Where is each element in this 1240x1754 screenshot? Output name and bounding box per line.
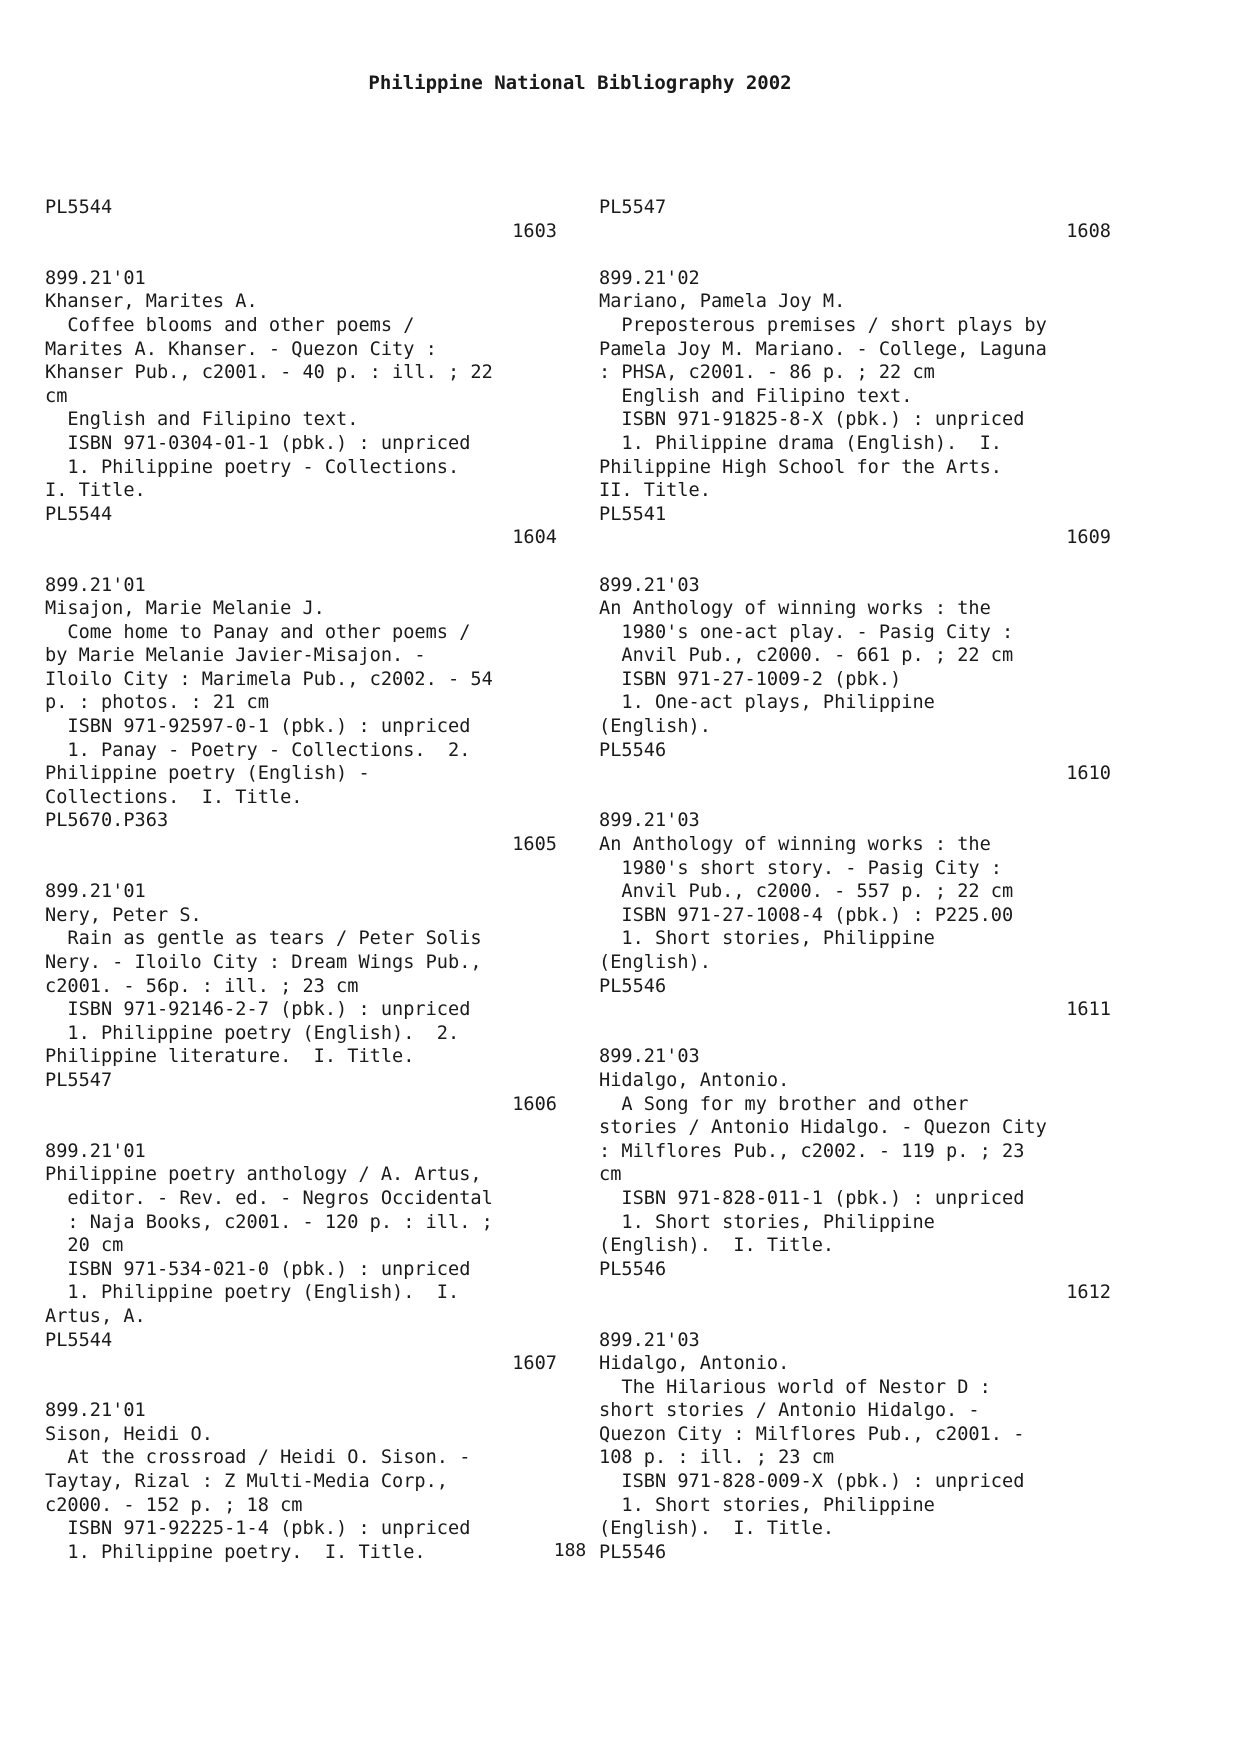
entry-line: ISBN 971-828-011-1 (pbk.) : unpriced <box>599 1187 1025 1209</box>
entry-number: 1603 <box>512 220 557 242</box>
entry-line: Pamela Joy M. Mariano. - College, Laguna <box>599 338 1047 360</box>
entry-number: 1610 <box>1066 763 1111 785</box>
entry-line <box>599 1305 1111 1329</box>
entry-line: 899.21'01 <box>45 1140 146 1162</box>
entry-line: Misajon, Marie Melanie J. <box>45 598 325 620</box>
right-column <box>599 196 1111 1564</box>
entry-number: 1607 <box>512 1353 557 1375</box>
entry-line: ISBN 971-27-1008-4 (pbk.) : P225.00 <box>599 904 1014 926</box>
entry-line: (English). I. Title. <box>599 1235 835 1257</box>
entry-line: 899.21'02 <box>599 267 700 289</box>
entry-line: 108 p. : ill. ; 23 cm <box>599 1447 835 1469</box>
entry-line: PL5546 <box>599 975 667 997</box>
entry-line: PL5541 <box>599 503 667 525</box>
entry-line: 1. Short stories, Philippine <box>599 1211 935 1233</box>
entry-line: ISBN 971-92146-2-7 (pbk.) : unpriced <box>45 999 471 1021</box>
entry-line: Philippine literature. I. Title. <box>45 1046 415 1068</box>
entry-line: c2001. - 56p. : ill. ; 23 cm <box>45 975 359 997</box>
entry-line <box>45 243 557 267</box>
entry-line: Mariano, Pamela Joy M. <box>599 291 846 313</box>
entry-line: short stories / Antonio Hidalgo. - <box>599 1400 980 1422</box>
entry-line: At the crossroad / Heidi O. Sison. - <box>45 1447 471 1469</box>
entry-line: PL5546 <box>599 1541 667 1563</box>
entry-line: : Naja Books, c2001. - 120 p. : ill. ; <box>45 1211 493 1233</box>
entry-line: Nery, Peter S. <box>45 904 202 926</box>
entry-line: cm <box>599 1164 622 1186</box>
entry-line: II. Title. <box>599 480 711 502</box>
entry-line: 899.21'03 <box>599 1329 700 1351</box>
entry-line: 1980's short story. - Pasig City : <box>599 857 1002 879</box>
entry-line: Philippine poetry (English) - <box>45 763 370 785</box>
entry-line: Hidalgo, Antonio. <box>599 1353 790 1375</box>
entry-line: stories / Antonio Hidalgo. - Quezon City <box>599 1117 1047 1139</box>
entry-line: 899.21'01 <box>45 1400 146 1422</box>
entry-line: 899.21'03 <box>599 810 700 832</box>
page-number: 188 <box>553 1540 587 1561</box>
entry-line: 1. Philippine poetry (English). I. <box>45 1282 460 1304</box>
entry-line: PL5670.P363 <box>45 810 169 832</box>
entry-line: 1. Short stories, Philippine <box>599 1494 935 1516</box>
entry-line: A Song for my brother and other <box>599 1093 969 1115</box>
entry-line: 1. Philippine poetry - Collections. <box>45 456 460 478</box>
entry-line: 1. Philippine poetry. I. Title. <box>45 1541 426 1563</box>
entry-line: Collections. I. Title. <box>45 786 303 808</box>
entry-line: Artus, A. <box>45 1305 146 1327</box>
entry-line: PL5547 <box>45 1069 113 1091</box>
entry-line <box>599 243 1111 267</box>
entry-line: Come home to Panay and other poems / <box>45 621 471 643</box>
entry-line <box>599 550 1111 574</box>
entry-number: 1611 <box>1066 999 1111 1021</box>
entry-number: 1605 <box>512 834 557 856</box>
entry-line: PL5546 <box>599 739 667 761</box>
entry-line: Anvil Pub., c2000. - 661 p. ; 22 cm <box>599 645 1014 667</box>
entry-line: p. : photos. : 21 cm <box>45 692 269 714</box>
entry-line: 1. Short stories, Philippine <box>599 928 935 950</box>
entry-line: Rain as gentle as tears / Peter Solis <box>45 928 482 950</box>
entry-line: Nery. - Iloilo City : Dream Wings Pub., <box>45 952 482 973</box>
entry-line: ISBN 971-92597-0-1 (pbk.) : unpriced <box>45 716 471 738</box>
entry-line: ISBN 971-91825-8-X (pbk.) : unpriced <box>599 409 1025 431</box>
entry-line: Sison, Heidi O. <box>45 1423 213 1445</box>
entry-line: The Hilarious world of Nestor D : <box>599 1376 991 1398</box>
entry-line: Khanser, Marites A. <box>45 291 258 313</box>
entry-number: 1606 <box>512 1093 557 1115</box>
entry-line: 1980's one-act play. - Pasig City : <box>599 621 1014 643</box>
entry-line: English and Filipino text. <box>599 385 913 407</box>
page-title: Philippine National Bibliography 2002 <box>368 72 792 94</box>
entry-line <box>599 1022 1111 1046</box>
entry-number: 1612 <box>1066 1282 1111 1304</box>
entry-line: Philippine High School for the Arts. <box>599 456 1002 478</box>
entry-line: English and Filipino text. <box>45 409 359 431</box>
entry-line: An Anthology of winning works : the <box>599 834 991 856</box>
entry-line: 1. One-act plays, Philippine <box>599 692 935 714</box>
entry-line <box>45 857 557 881</box>
entry-line: 899.21'03 <box>599 574 700 596</box>
entry-line: 899.21'01 <box>45 574 146 596</box>
entry-line: ISBN 971-27-1009-2 (pbk.) <box>599 668 902 690</box>
entry-line: Khanser Pub., c2001. - 40 p. : ill. ; 22 <box>45 362 493 384</box>
entry-line: ISBN 971-534-021-0 (pbk.) : unpriced <box>45 1258 471 1280</box>
entry-line <box>45 550 557 574</box>
entry-number: 1604 <box>512 527 557 549</box>
entry-line: Coffee blooms and other poems / <box>45 314 415 336</box>
entry-line: Taytay, Rizal : Z Multi-Media Corp., <box>45 1471 448 1493</box>
entry-line: (English). <box>599 716 711 738</box>
entry-line: editor. - Rev. ed. - Negros Occidental <box>45 1187 493 1209</box>
entry-line: PL5547 <box>599 197 667 218</box>
entry-line: : Milflores Pub., c2002. - 119 p. ; 23 <box>599 1140 1025 1162</box>
entry-line: ISBN 971-0304-01-1 (pbk.) : unpriced <box>45 432 471 454</box>
entry-line: 899.21'01 <box>45 881 146 903</box>
entry-line: PL5544 <box>45 1329 113 1351</box>
entry-line: Philippine poetry anthology / A. Artus, <box>45 1164 482 1186</box>
entry-line: PL5544 <box>45 503 113 525</box>
entry-number: 1609 <box>1066 527 1111 549</box>
entry-line: Preposterous premises / short plays by <box>599 314 1047 336</box>
entry-line: Iloilo City : Marimela Pub., c2002. - 54 <box>45 668 493 690</box>
entry-line: 899.21'03 <box>599 1046 700 1068</box>
entry-line: PL5544 <box>45 197 113 218</box>
entry-line: ISBN 971-92225-1-4 (pbk.) : unpriced <box>45 1518 471 1540</box>
entry-line: cm <box>45 385 68 407</box>
entry-line: Quezon City : Milflores Pub., c2001. - <box>599 1423 1025 1445</box>
entry-line: (English). <box>599 952 711 973</box>
entry-line: : PHSA, c2001. - 86 p. ; 22 cm <box>599 362 935 384</box>
entry-line: An Anthology of winning works : the <box>599 598 991 620</box>
entry-line: c2000. - 152 p. ; 18 cm <box>45 1494 303 1516</box>
entry-line: 1. Panay - Poetry - Collections. 2. <box>45 739 471 761</box>
entry-line: Hidalgo, Antonio. <box>599 1069 790 1091</box>
entry-line: 1. Philippine poetry (English). 2. <box>45 1022 460 1044</box>
entry-line <box>45 1116 557 1140</box>
entry-number: 1608 <box>1066 220 1111 242</box>
entry-line: (English). I. Title. <box>599 1518 835 1540</box>
entry-line: PL5546 <box>599 1258 667 1280</box>
entry-line: I. Title. <box>45 480 146 502</box>
entry-line <box>45 1376 557 1400</box>
left-column <box>45 196 557 1564</box>
entry-line <box>599 786 1111 810</box>
entry-line: ISBN 971-828-009-X (pbk.) : unpriced <box>599 1471 1025 1493</box>
entry-line: 20 cm <box>45 1235 124 1257</box>
entry-line: Anvil Pub., c2000. - 557 p. ; 22 cm <box>599 881 1014 903</box>
entry-line: 899.21'01 <box>45 267 146 289</box>
entry-line: by Marie Melanie Javier-Misajon. - <box>45 645 426 667</box>
entry-line: 1. Philippine drama (English). I. <box>599 432 1002 454</box>
entry-line: Marites A. Khanser. - Quezon City : <box>45 338 437 360</box>
